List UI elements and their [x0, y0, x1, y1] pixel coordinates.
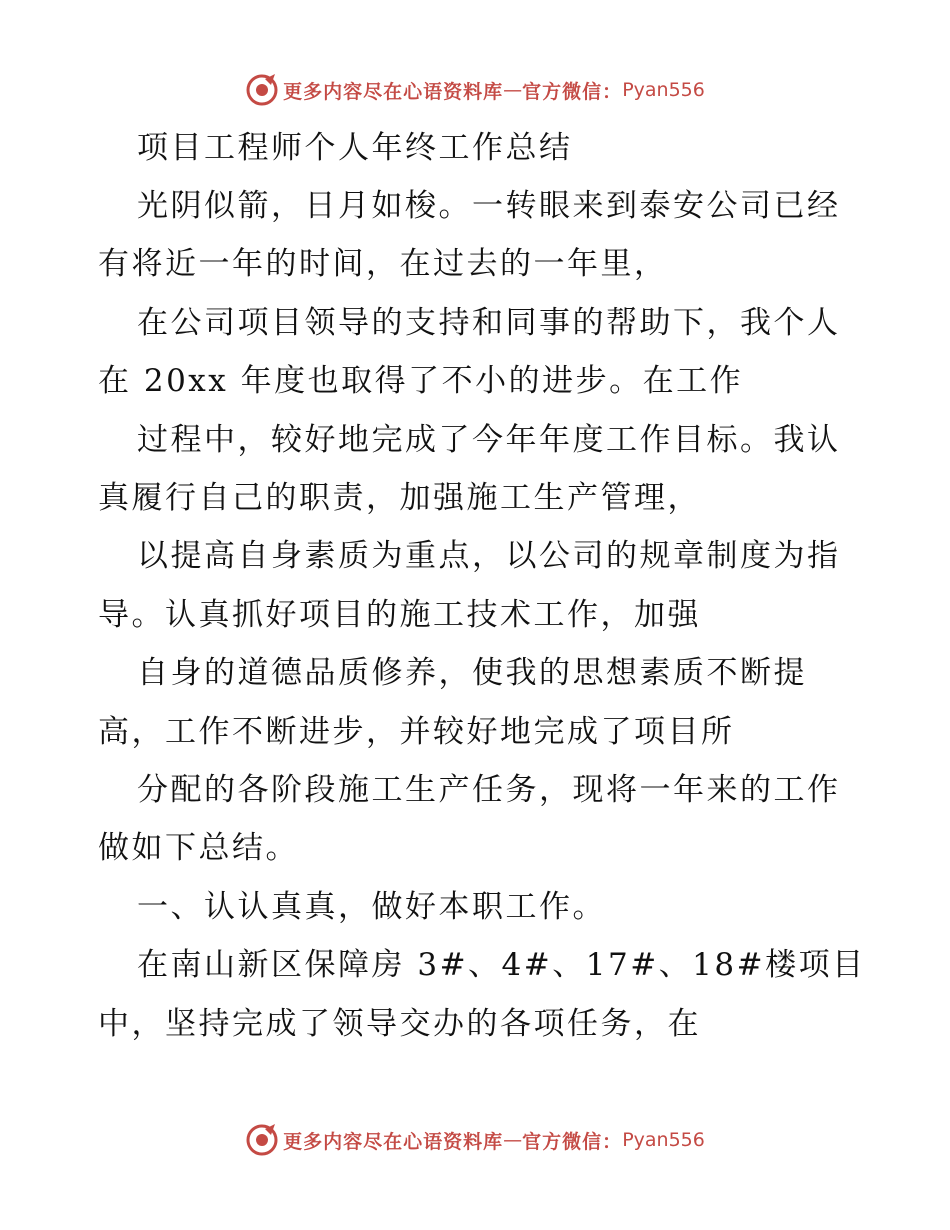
- text-line: 分配的各阶段施工生产任务，现将一年来的工作: [137, 772, 841, 808]
- text-line: 在公司项目领导的支持和同事的帮助下，我个人: [137, 305, 841, 341]
- text-line: 中，坚持完成了领导交办的各项任务，在: [98, 1006, 701, 1042]
- text-line: 高，工作不断进步，并较好地完成了项目所: [98, 714, 735, 750]
- watermark-site-text: 更多内容尽在心语资料库: [283, 80, 504, 103]
- logo-icon: [245, 1123, 279, 1157]
- text-line: 在南山新区保障房 3#、4#、17#、18#楼项目: [137, 947, 866, 983]
- watermark-wechat-label: 官方微信：: [522, 80, 623, 103]
- section-heading: 一、认认真真，做好本职工作。: [137, 889, 606, 925]
- logo-icon: [245, 73, 279, 107]
- document-title: 项目工程师个人年终工作总结: [137, 130, 573, 166]
- text-line: 以提高自身素质为重点，以公司的规章制度为指: [137, 538, 841, 574]
- text-line: 做如下总结。: [98, 830, 299, 866]
- text-line: 导。认真抓好项目的施工技术工作，加强: [98, 597, 701, 633]
- footer-watermark: [0, 1120, 950, 1160]
- watermark-site-text: 更多内容尽在心语资料库: [283, 1130, 504, 1153]
- text-line: 自身的道德品质修养，使我的思想素质不断提: [137, 655, 807, 691]
- watermark-separator: —: [503, 1129, 523, 1151]
- text-line: 有将近一年的时间，在过去的一年里，: [98, 246, 668, 282]
- text-line: 真履行自己的职责，加强施工生产管理，: [98, 480, 701, 516]
- header-watermark: [0, 70, 950, 110]
- text-line: 光阴似箭，日月如梭。一转眼来到泰安公司已经: [137, 188, 841, 224]
- watermark-separator: —: [503, 79, 523, 101]
- watermark-wechat-label: 官方微信：: [522, 1130, 623, 1153]
- text-line: 在 20xx 年度也取得了不小的进步。在工作: [98, 363, 744, 399]
- watermark-handle: Pyan556: [622, 79, 705, 101]
- watermark-handle: Pyan556: [622, 1129, 705, 1151]
- text-line: 过程中，较好地完成了今年年度工作目标。我认: [137, 422, 841, 458]
